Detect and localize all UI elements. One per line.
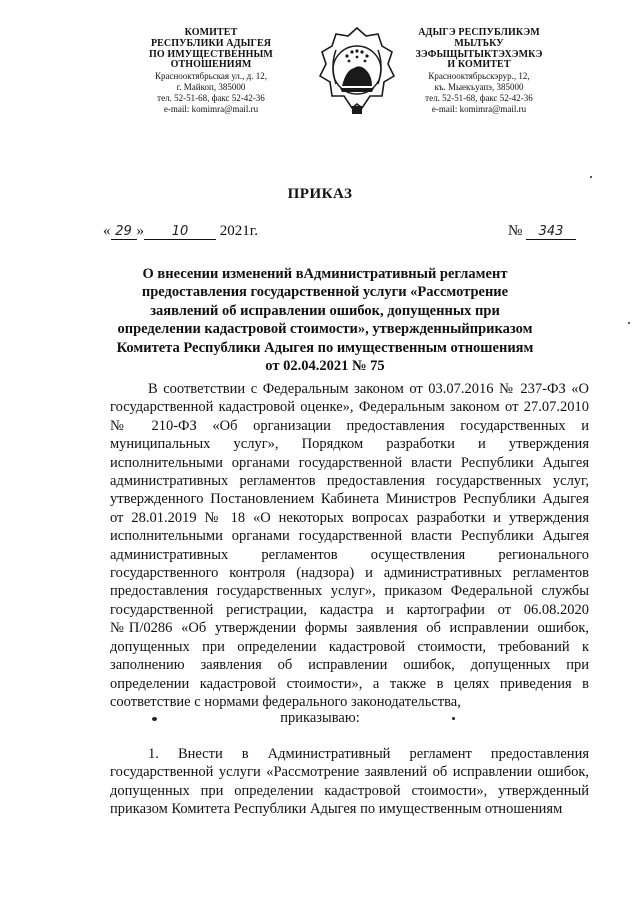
document-title: О внесении изменений вАдминистративный регламент предоставления государственной услуги «Рассмотрение заявлений об исправлении ошибок, допущенных при определении кадастровой стоимости», утвержденныйприказом Комитета Республики Адыгея по имущественным отношениям от 02.04.2021 № 75 — [116, 266, 534, 375]
header-right — [394, 28, 564, 114]
org-name-local-line1: АДЫГЭ РЕСПУБЛИКЭМ — [418, 27, 540, 38]
preamble-paragraph: В соответствии с Федеральным законом от 03.07.2016 № 237-ФЗ «О государственной кадастровой оценке», Федеральным законом от 27.07.2010 № 210-ФЗ «Об организации предоставления государственных и муниципальных услуг», Порядком разработки и утверждения исполнительными органами государственной власти Республики Адыгея административных регламентов предоставления государственных услуг, утвержденного Постановлением Кабинета Министров Республики Адыгея от 28.01.2019 № 18 «О некоторых вопросах разработки и утверждения исполнительными органами государственной власти Республики Адыгея административных регламентов осуществления регионального государственного контроля (надзора) и административных регламентов предоставления государственных услуг», приказом Федеральной службы государственной регистрации, кадастра и картографии от 06.08.2020 №П/0286 «Об утверждении формы заявления об исправлении ошибок, допущенных при определении кадастровой стоимости, требований к заполнению заявления об исправлении ошибок, допущенных при определении кадастровой стоимости», а также в целях приведения в соответствие с нормами федерального законодательства, — [110, 381, 589, 710]
org-name-local-line3: И КОМИТЕТ — [447, 59, 511, 71]
org-email-local: e-mail: komimra@mail.ru — [431, 103, 527, 114]
org-name-line2: РЕСПУБЛИКИ АДЫГЕЯ — [150, 37, 272, 49]
order-word: приказываю: — [280, 710, 360, 726]
date-close-quote: » — [136, 223, 144, 239]
header-left — [116, 28, 306, 114]
date-year: 2021г. — [219, 223, 258, 239]
org-phone-local: тел. 52-51-68, факс 52-42-36 — [425, 92, 533, 103]
number-label: № — [508, 223, 523, 239]
org-address-local: Краснооктябрьскэрур., 12, — [428, 71, 530, 82]
org-email: e-mail: komimra@mail.ru — [163, 103, 259, 114]
org-city-local: къ. Мыекъуапэ, 385000 — [434, 81, 524, 92]
org-city: г. Майкоп, 385000 — [176, 81, 246, 92]
date-day: 29 — [111, 225, 137, 240]
scan-speck — [452, 717, 455, 720]
document-number — [508, 223, 576, 240]
number-value: 343 — [526, 225, 576, 240]
coat-of-arms-icon — [316, 26, 398, 118]
org-phone: тел. 52-51-68, факс 52-42-36 — [157, 92, 265, 103]
item-1-paragraph: 1. Внести в Административный регламент предоставления государственной услуги «Рассмотрение заявлений об исправлении ошибок, допущенных при определении кадастровой стоимости», утвержденный приказом Комитета Республики Адыгея по имущественным отношениям — [110, 746, 589, 818]
document-date — [103, 223, 258, 240]
date-open-quote: « — [103, 223, 111, 239]
org-name-local-line2: МЫЛЪКУ ЗЭФЫЩЫТЫКТЭХЭМКЭ — [415, 37, 543, 60]
date-month: 10 — [144, 225, 216, 240]
document-type: ПРИКАЗ — [287, 186, 353, 202]
org-address: Краснооктябрьская ул., д. 12, — [155, 71, 267, 82]
org-name-line3: ПО ИМУЩЕСТВЕННЫМ ОТНОШЕНИЯМ — [149, 48, 273, 71]
scan-speck — [628, 322, 630, 324]
org-name-line1: КОМИТЕТ — [184, 27, 238, 38]
scan-speck — [590, 176, 592, 178]
